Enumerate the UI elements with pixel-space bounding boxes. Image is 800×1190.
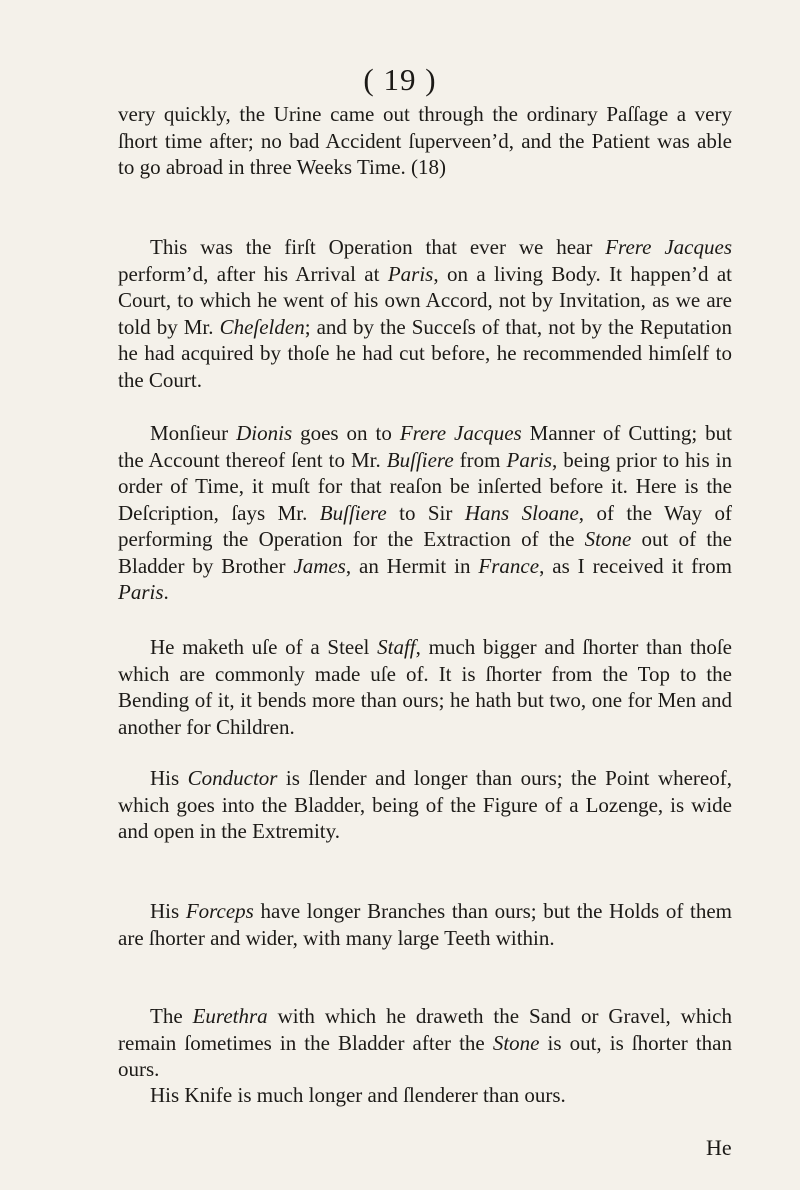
paragraph	[118, 765, 732, 845]
italic-term: Eurethra	[192, 1004, 268, 1028]
paragraph	[118, 898, 732, 951]
text-run: This was the firſt Operation that ever we hear	[150, 235, 606, 259]
italic-term: Hans Sloane	[464, 500, 579, 525]
text-run: His Knife is much longer and ſlenderer than ours.	[150, 1083, 566, 1107]
text-run: Monſieur	[150, 421, 237, 445]
text-run: He maketh uſe of a Steel	[150, 635, 378, 659]
text-run: is ſlender and longer than ours; the Point whereof, which goes into the Bladder, being of the Figure of a Lozenge, is wide and open in the Extremity.	[118, 766, 732, 843]
italic-term: Paris	[118, 580, 164, 604]
text-run: goes on to	[292, 421, 400, 445]
italic-term: Paris	[506, 447, 553, 472]
italic-term: Conductor	[187, 766, 278, 790]
italic-term: France	[478, 553, 540, 578]
catchword: He	[706, 1135, 732, 1160]
italic-term: Buſſiere	[319, 500, 387, 525]
text-run: , much bigger and ſhorter than thoſe which are commonly made uſe of. It is ſhorter from the Top to the Bending of it, it bends more than ours; he hath but two, one for Men and another for Children.	[118, 635, 732, 739]
text-run: is out, is ſhorter than ours.	[118, 1030, 733, 1081]
italic-term: Stone	[584, 527, 632, 551]
text-run: out of the Bladder by Brother	[118, 527, 732, 578]
text-run: ; and by the Succeſs of that, not by the Reputation he had acquired by thoſe he had cut before, he recommended himſelf to the Court.	[118, 314, 732, 392]
paragraph	[118, 420, 732, 606]
text-run: , on a living Body. It happen’d at Court, to which he went of his own Accord, not by Invitation, as we are told by Mr.	[118, 261, 732, 339]
italic-term: Buſſiere	[386, 447, 454, 472]
italic-term: Frere Jacques	[605, 235, 732, 259]
text-run: , of the Way of performing the Operation for the Extraction of the	[118, 500, 732, 551]
italic-term: Frere Jacques	[399, 421, 522, 445]
paragraph	[118, 101, 732, 181]
text-run: The	[150, 1004, 193, 1028]
text-run: , being prior to his in order of Time, it muſt for that reaſon be inſerted before it. Here is the Deſcription, ſays Mr.	[118, 447, 733, 525]
italic-term: Dionis	[236, 421, 293, 445]
text-run: have longer Branches than ours; but the Holds of them are ſhorter and wider, with many large Teeth within.	[118, 899, 732, 950]
text-run: to Sir	[386, 500, 465, 525]
paragraph	[118, 634, 732, 740]
italic-term: Staff	[377, 635, 416, 659]
text-run: , as I received it from	[539, 553, 732, 578]
italic-term: James	[293, 553, 346, 578]
paragraph	[118, 234, 732, 393]
text-run: very quickly, the Urine came out through the ordinary Paſſage a very ſhort time after; no bad Accident ſuperveen’d, and the Patient was able to go abroad in three Weeks Time. (18)	[118, 102, 732, 179]
text-run: from	[453, 447, 507, 472]
italic-term: Paris	[387, 261, 434, 286]
text-run: Manner of Cutting; but the Account thereof ſent to Mr.	[118, 421, 733, 472]
italic-term: Stone	[492, 1030, 540, 1055]
text-run: , an Hermit in	[345, 553, 479, 578]
italic-term: Forceps	[185, 899, 254, 923]
text-run: perform’d, after his Arrival at	[118, 261, 388, 286]
paragraph	[118, 1082, 732, 1109]
italic-term: Cheſelden	[219, 314, 305, 339]
text-run: His	[150, 766, 188, 790]
paragraph	[118, 1003, 732, 1083]
text-run: .	[163, 580, 169, 604]
text-run: His	[150, 899, 186, 923]
page-number: ( 19 )	[363, 62, 437, 97]
text-run: with which he draweth the Sand or Gravel, which remain ſometimes in the Bladder after the	[118, 1004, 733, 1055]
